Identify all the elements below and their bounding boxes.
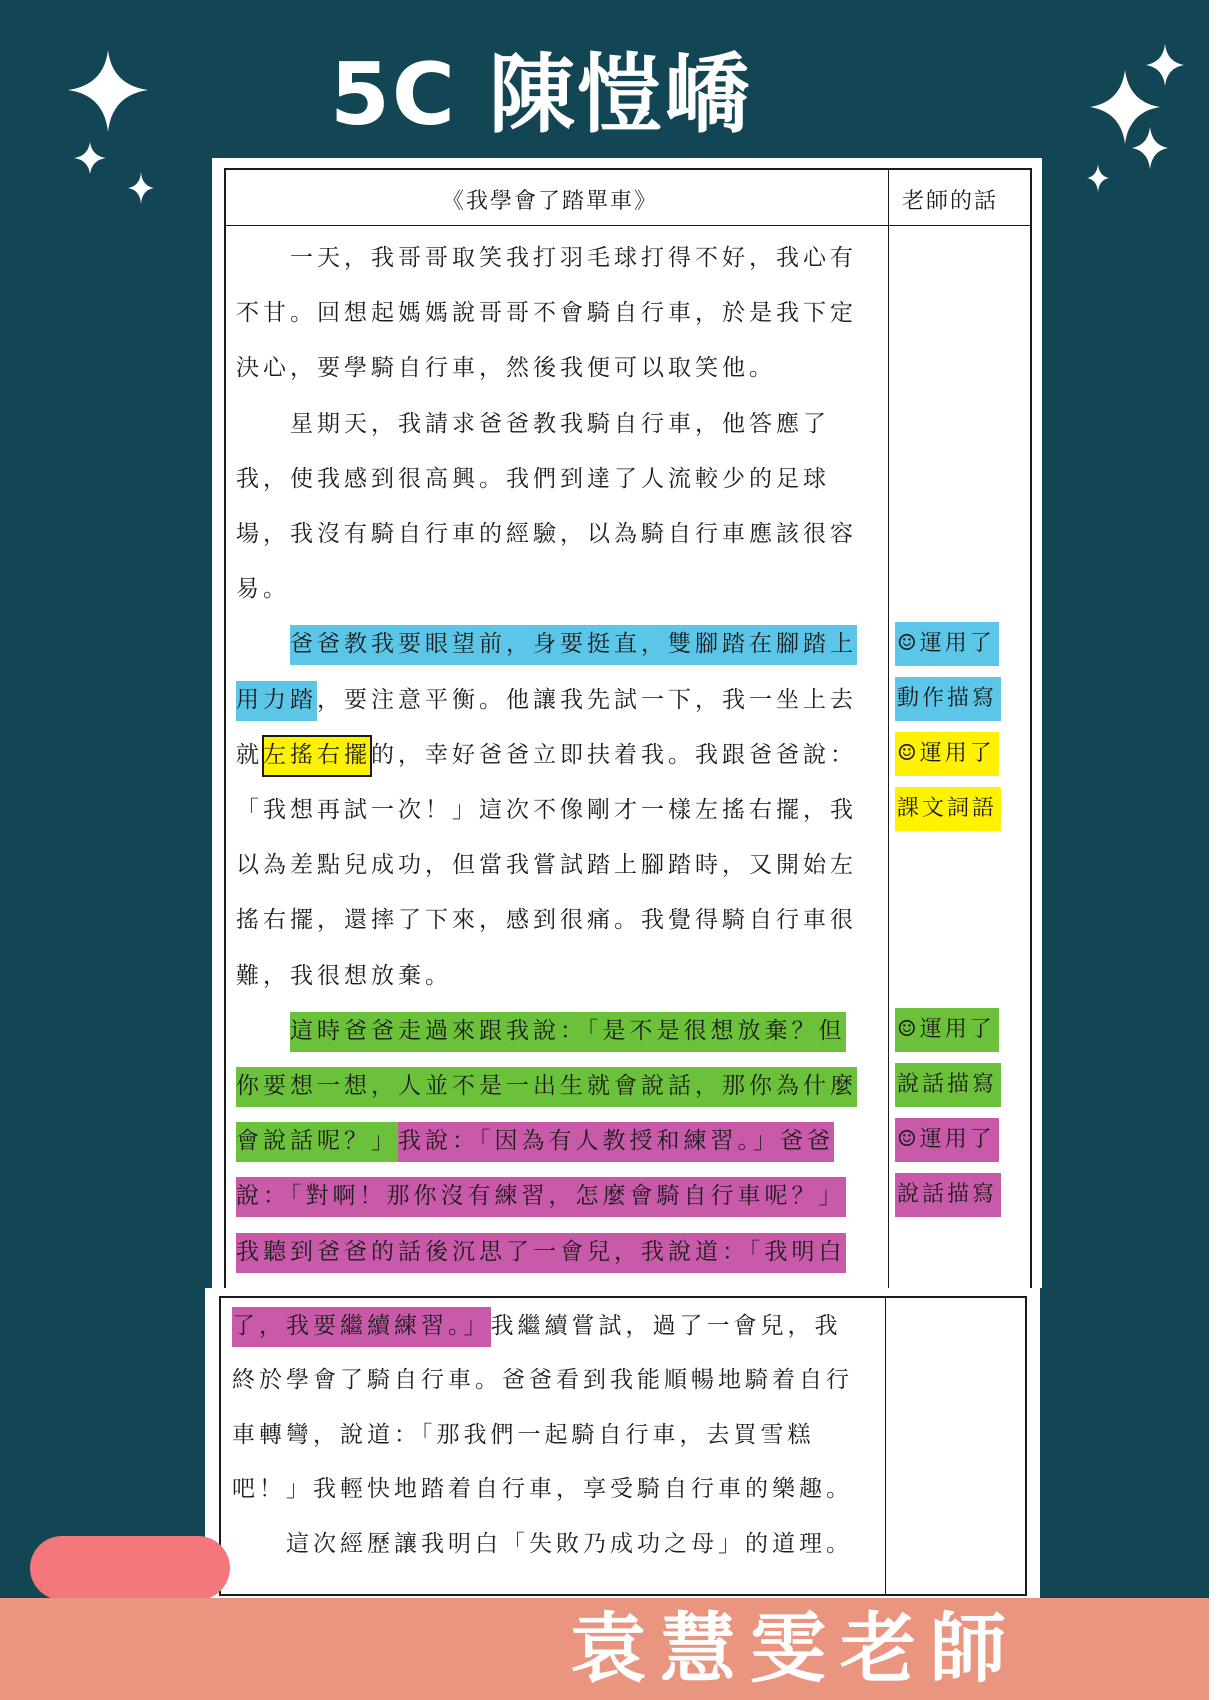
line-text: ，要注意平衡。他讓我先試一下，我一坐上去	[317, 686, 857, 713]
sparkle-icon	[1085, 162, 1111, 194]
scan-margin	[1209, 0, 1219, 1700]
essay-line	[236, 232, 857, 284]
essay-line	[232, 1463, 853, 1515]
line-text: 我繼續嘗試，過了一會兒，我	[490, 1313, 842, 1339]
highlighted-phrase: 說：「對啊！那你沒有練習，怎麼會騎自行車呢？」	[236, 1177, 846, 1217]
line-text: 車轉彎，說道：「那我們一起騎自行車，去買雪糕	[232, 1421, 815, 1448]
page-title: 5C 陳愷嶠	[330, 45, 753, 145]
highlighted-phrase: 這時爸爸走過來跟我說：「是不是很想放棄？但	[290, 1012, 846, 1052]
line-text: 就	[236, 741, 263, 768]
teacher-name: 袁慧雯老師	[570, 1604, 1020, 1693]
line-text: 吧！」我輕快地踏着自行車，享受騎自行車的樂趣。	[232, 1476, 853, 1503]
essay-line	[236, 1005, 846, 1057]
essay-line	[236, 729, 857, 781]
essay-line	[236, 508, 857, 560]
essay-line	[236, 1170, 846, 1222]
highlighted-phrase: 爸爸教我要眼望前，身要挺直，雙腳踏在腳踏上	[290, 625, 857, 665]
essay-title: 《我學會了踏單車》	[442, 189, 659, 214]
line-text: 易。	[236, 576, 290, 603]
teacher-comment: ☺運用了	[895, 622, 999, 666]
highlighted-phrase: 我聽到爸爸的話後沉思了一會兒，我說道：「我明白	[236, 1233, 846, 1273]
essay-line	[236, 894, 857, 946]
line-text: 「我想再試一次！」這次不像剛才一樣左搖右擺，我	[236, 797, 857, 823]
teacher-comment: 課文詞語	[895, 787, 1001, 831]
highlighted-phrase: 了，我要繼續練習。」	[232, 1307, 491, 1347]
essay-line	[236, 342, 776, 394]
teacher-comment: ☺運用了	[895, 732, 999, 776]
sparkle-icon	[126, 170, 156, 206]
essay-line	[236, 1115, 834, 1167]
essay-line	[232, 1354, 853, 1406]
highlighted-phrase: 我說：「因為有人教授和練習。」爸爸	[398, 1122, 834, 1162]
line-text: 一天，我哥哥取笑我打羽毛球打得不好，我心有	[236, 245, 857, 271]
essay-line	[232, 1300, 842, 1352]
essay-line	[236, 563, 290, 615]
essay-line	[236, 618, 857, 670]
decorative-pill	[30, 1536, 230, 1600]
line-text: 場，我沒有騎自行車的經驗，以為騎自行車應該很容	[236, 521, 857, 547]
line-text	[236, 1018, 290, 1044]
highlighted-phrase: 左搖右擺	[263, 736, 371, 776]
essay-line	[236, 784, 857, 836]
line-text: 的，幸好爸爸立即扶着我。我跟爸爸說：	[371, 741, 857, 768]
sparkle-icon	[60, 40, 160, 190]
essay-line	[232, 1409, 815, 1461]
teacher-comment-header: 老師的話	[902, 189, 999, 214]
line-text: 我，使我感到很高興。我們到達了人流較少的足球	[236, 465, 830, 492]
essay-line	[236, 674, 857, 726]
essay-line	[236, 1226, 846, 1278]
highlighted-phrase: 用力踏	[236, 681, 317, 721]
teacher-comment: ☺運用了	[895, 1008, 999, 1052]
essay-line	[236, 453, 830, 505]
essay-line	[236, 287, 857, 339]
line-text: 決心，要學騎自行車，然後我便可以取笑他。	[236, 355, 776, 382]
teacher-comment: 說話描寫	[895, 1173, 1001, 1217]
sparkle-icon	[1130, 125, 1170, 171]
essay-line	[236, 839, 857, 891]
line-text: 終於學會了騎自行車。爸爸看到我能順暢地騎着自行	[232, 1367, 853, 1394]
line-text	[236, 631, 290, 657]
highlighted-phrase: 你要想一想，人並不是一出生就會說話，那你為什麼	[236, 1067, 857, 1107]
essay-line	[236, 1060, 857, 1112]
line-text: 搖右擺，還摔了下來，感到很痛。我覺得騎自行車很	[236, 907, 857, 934]
line-text: 不甘。回想起媽媽說哥哥不會騎自行車，於是我下定	[236, 300, 857, 327]
essay-line	[236, 398, 830, 450]
line-text: 星期天，我請求爸爸教我騎自行車，他答應了	[236, 410, 830, 437]
essay-line	[232, 1518, 853, 1570]
line-text: 這次經歷讓我明白「失敗乃成功之母」的道理。	[232, 1530, 853, 1557]
teacher-comment: 說話描寫	[895, 1063, 1001, 1107]
line-text: 難，我很想放棄。	[236, 962, 452, 989]
teacher-comment: ☺運用了	[895, 1118, 999, 1162]
essay-line	[236, 950, 452, 1002]
highlighted-phrase: 會說話呢？」	[236, 1122, 398, 1162]
teacher-comment: 動作描寫	[895, 677, 1001, 721]
line-text: 以為差點兒成功，但當我嘗試踏上腳踏時，又開始左	[236, 852, 857, 879]
